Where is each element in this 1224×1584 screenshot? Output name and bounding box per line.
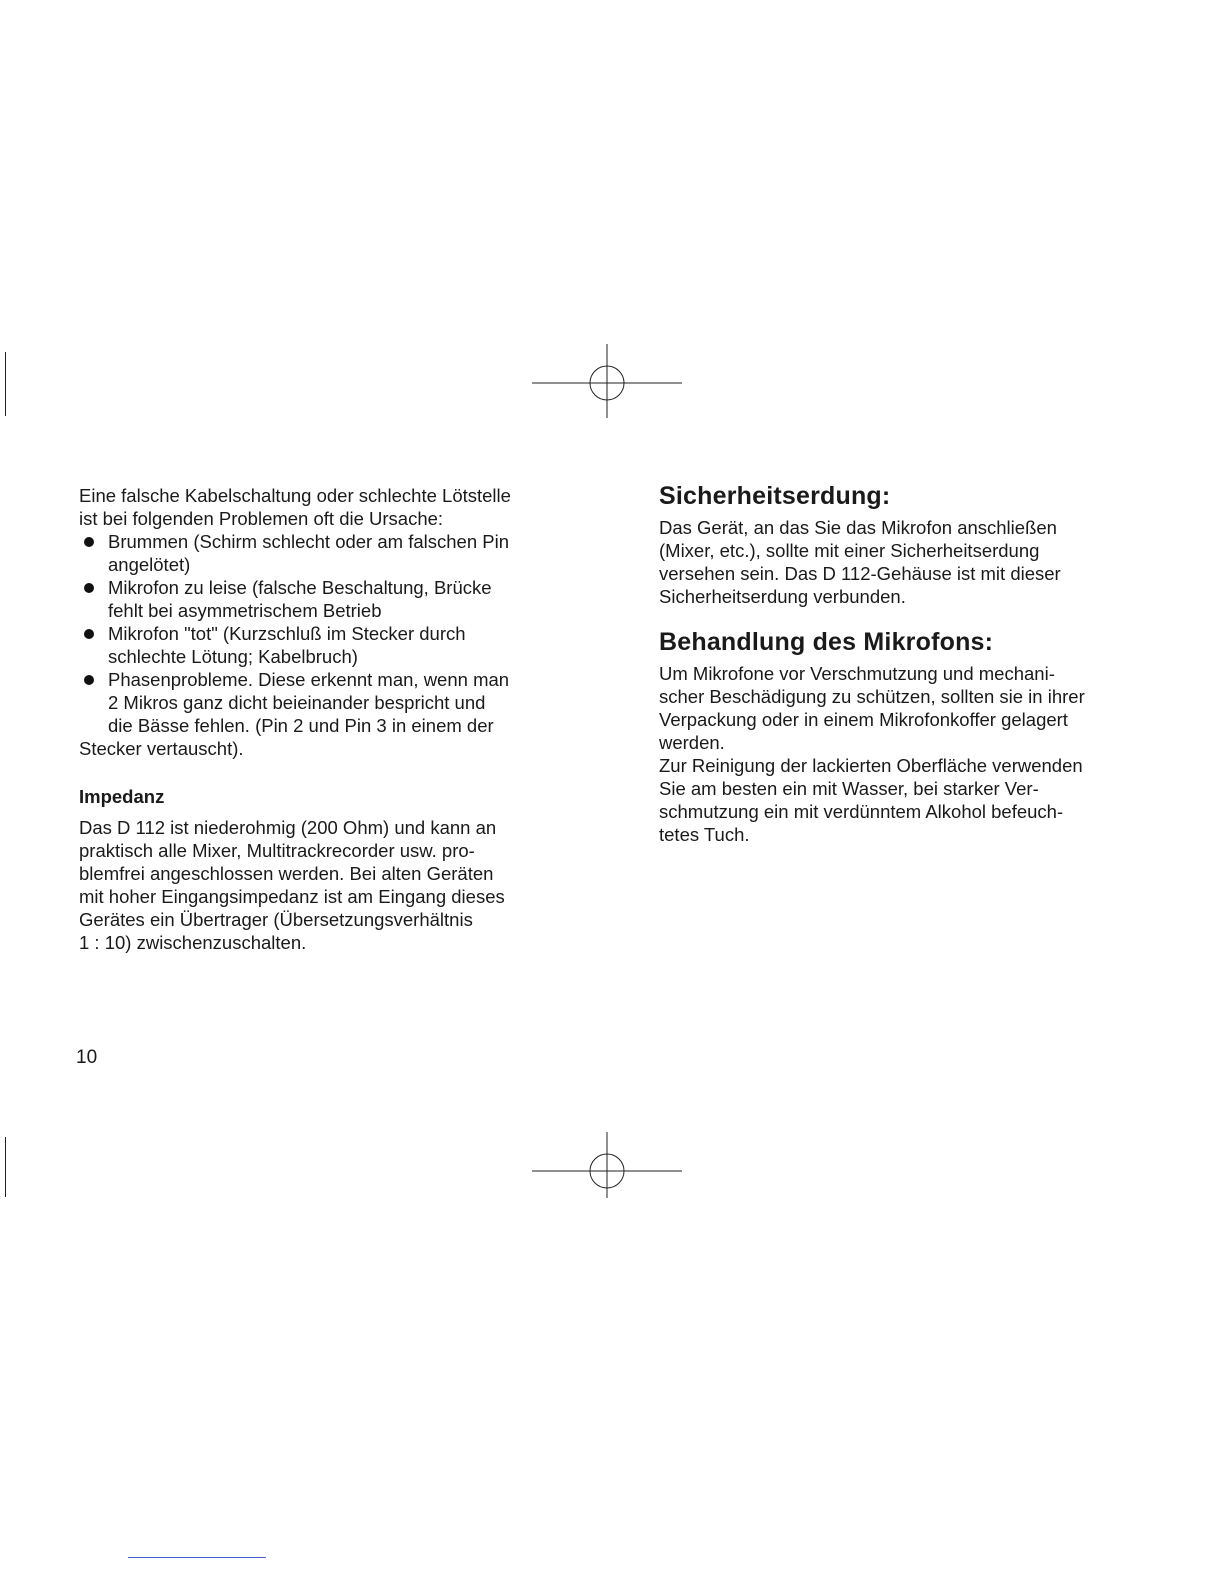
bullet-icon [84,675,94,685]
list-item-text: Brummen (Schirm schlecht oder am falschen Pin angelötet) [108,531,509,575]
list-tail-text: Stecker vertauscht). [79,738,244,759]
bullet-icon [84,537,94,547]
list-item [79,668,599,737]
footer-rule [128,1557,266,1558]
registration-mark-top [532,344,682,424]
intro-paragraph: Eine falsche Kabelschaltung oder schlechte Lötstelle ist bei folgenden Problemen oft die Ursache: [79,485,511,529]
list-item [79,622,599,668]
list-item-text: Phasenprobleme. Diese erkennt man, wenn man 2 Mikros ganz dicht beieinander bespricht und die Bässe fehlen. (Pin 2 und Pin 3 in einem der [108,669,510,736]
safety-paragraph: Das Gerät, an das Sie das Mikrofon anschließen (Mixer, etc.), sollte mit einer Sicherheitserdung versehen sein. Das D 112-Gehäuse ist mit dieser Sicherheitserdung verbunden. [659,517,1061,607]
care-paragraph: Um Mikrofone vor Verschmutzung und mechani- scher Beschädigung zu schützen, sollten sie in ihrer Verpackung oder in einem Mikrofonkoffer gelagert werden. Zur Reinigung der lackierten Oberfläche verwenden Sie am besten ein mit Wasser, bei starker Ver- schmutzung ein mit verdünntem Alkohol befeuch- tetes Tuch. [659,663,1085,845]
list-item-text: Mikrofon "tot" (Kurzschluß im Stecker durch schlechte Lötung; Kabelbruch) [108,623,466,667]
bullet-icon [84,583,94,593]
care-heading: Behandlung des Mikrofons: [659,628,994,656]
safety-heading: Sicherheitserdung: [659,482,891,510]
crop-mark-top-left [5,352,6,416]
page-number: 10 [76,1047,98,1068]
registration-mark-bottom [532,1132,682,1212]
bullet-icon [84,629,94,639]
list-item [79,576,599,622]
impedance-heading: Impedanz [79,786,165,807]
problem-list [79,530,599,737]
impedance-paragraph: Das D 112 ist niederohmig (200 Ohm) und kann an praktisch alle Mixer, Multitrackrecorder usw. pro- blemfrei angeschlossen werden. Bei alten Geräten mit hoher Eingangsimpedanz ist am Eingang dieses Gerätes ein Übertrager (Übersetzungsverhältnis 1 : 10) zwischenzuschalten. [79,817,505,953]
crop-mark-bottom-left [5,1137,6,1197]
left-column [79,484,599,954]
list-item [79,530,599,576]
right-column [659,480,1159,846]
list-item-text: Mikrofon zu leise (falsche Beschaltung, Brücke fehlt bei asymmetrischem Betrieb [108,577,492,621]
